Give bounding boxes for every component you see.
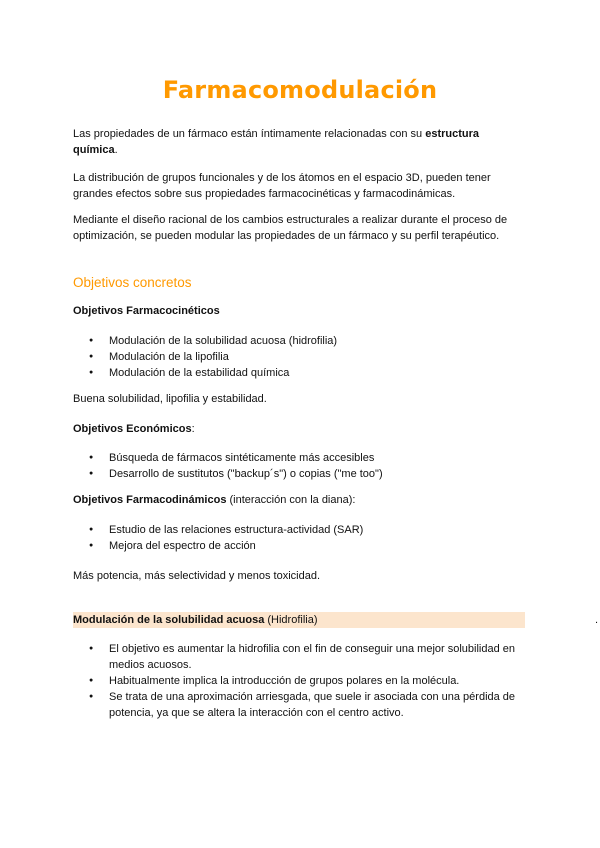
economicos-list [73, 450, 523, 482]
intro-p1-bold: estructura química [73, 128, 480, 156]
farmacocineticos-title: Objetivos Farmacocinéticos [73, 305, 220, 317]
solubilidad-title-suffix: (Hidrofilia) [264, 614, 318, 626]
economicos-title-suffix: : [191, 423, 195, 435]
list-item: ● Habitualmente implica la introducción de grupos polares en la molécula. [73, 673, 523, 689]
list-item: ● Búsqueda de fármacos sintéticamente más accesibles [73, 450, 523, 466]
farmacodinamicos-title-suffix: (interacción con la diana): [226, 494, 356, 506]
section-heading-objetivos: Objetivos concretos [73, 275, 192, 290]
intro-paragraph-1 [73, 126, 523, 158]
solubilidad-heading [73, 612, 523, 628]
farmacocineticos-summary: Buena solubilidad, lipofilia y estabilidad. [73, 393, 267, 405]
economicos-heading [73, 421, 523, 437]
intro-paragraph-2: La distribución de grupos funcionales y de los átomos en el espacio 3D, pueden tener grandes efectos sobre sus propiedades farmacocinéticas y farmacodinámicas. [73, 172, 491, 200]
intro-p1-suffix: . [114, 144, 118, 156]
list-item: ● Mejora del espectro de acción [73, 538, 523, 554]
list-item: ● Se trata de una aproximación arriesgada, que suele ir asociada con una pérdida de potencia, ya que se altera la interacción con el centro activo. [73, 689, 523, 721]
farmacodinamicos-summary: Más potencia, más selectividad y menos toxicidad. [73, 570, 321, 582]
farmacodinamicos-heading [73, 492, 523, 508]
intro-paragraph-3: Mediante el diseño racional de los cambios estructurales a realizar durante el proceso de optimización, se pueden modular las propiedades de un fármaco y su perfil terapéutico. [73, 214, 508, 242]
list-item: ● El objetivo es aumentar la hidrofilia con el fin de conseguir una mejor solubilidad en medios acuosos. [73, 641, 523, 673]
solubilidad-trailing-period: . [595, 614, 599, 626]
list-item: ● Desarrollo de sustitutos ("backup´s") o copias ("me too") [73, 466, 523, 482]
farmacodinamicos-list [73, 522, 523, 554]
list-item: ● Modulación de la lipofilia [73, 349, 523, 365]
list-item: ● Modulación de la estabilidad química [73, 365, 523, 381]
page-title: Farmacomodulación [162, 76, 438, 104]
intro-p1-prefix: Las propiedades de un fármaco están íntimamente relacionadas con su [73, 128, 426, 140]
list-item: ● Modulación de la solubilidad acuosa (hidrofilia) [73, 333, 523, 349]
farmacodinamicos-title: Objetivos Farmacodinámicos [73, 494, 227, 506]
farmacocineticos-list [73, 333, 523, 381]
economicos-title: Objetivos Económicos [73, 423, 192, 435]
solubilidad-title: Modulación de la solubilidad acuosa [73, 614, 265, 626]
solubilidad-list [73, 641, 523, 721]
list-item: ● Estudio de las relaciones estructura-actividad (SAR) [73, 522, 523, 538]
